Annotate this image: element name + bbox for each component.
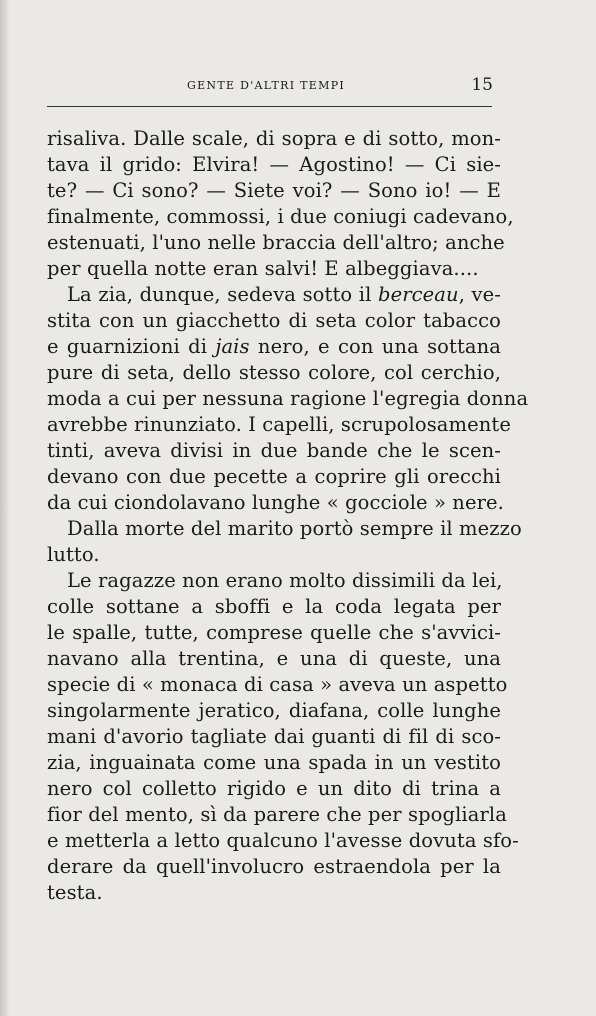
text-line: moda a cui per nessuna ragione l'egregia donna [47, 387, 529, 410]
italic-term: jais [215, 335, 250, 358]
text-line: colle sottane a sboffi e la coda legata per [47, 595, 501, 618]
text-line: zia, inguainata come una spada in un vestito [47, 751, 501, 774]
text-line: devano con due pecette a coprire gli orecchi [47, 465, 501, 488]
text-span: La zia, dunque, sedeva sotto il [67, 283, 378, 306]
text-span: e guarnizioni di [47, 335, 216, 358]
text-line: mani d'avorio tagliate dai guanti di fil di sco- [47, 725, 501, 748]
text-line: tava il grido: Elvira! — Agostino! — Ci sie- [47, 153, 501, 176]
text-line: singolarmente jeratico, diafana, colle lunghe [47, 699, 501, 722]
text-line: fior del mento, sì da parere che per spogliarla [47, 803, 507, 826]
text-line: e metterla a letto qualcuno l'avesse dovuta sfo- [47, 829, 519, 852]
text-line: te? — Ci sono? — Siete voi? — Sono io! — E [47, 179, 501, 202]
text-line: stita con un giacchetto di seta color tabacco [47, 309, 501, 332]
text-line [47, 334, 501, 360]
header-rule [47, 106, 492, 107]
text-line: lutto. [47, 543, 100, 566]
text-line: Dalla morte del marito portò sempre il mezzo [67, 517, 522, 540]
italic-term: berceau [378, 283, 459, 306]
text-line: Le ragazze non erano molto dissimili da lei, [67, 569, 503, 592]
text-line: navano alla trentina, e una di queste, una [47, 647, 501, 670]
text-span: nero, e con una sottana [249, 335, 501, 358]
text-line: derare da quell'involucro estraendola per la [47, 855, 501, 878]
text-line: per quella notte eran salvi! E albeggiava.... [47, 257, 479, 280]
text-line: testa. [47, 881, 103, 904]
text-line: estenuati, l'uno nelle braccia dell'altro; anche [47, 231, 505, 254]
text-line: specie di « monaca di casa » aveva un aspetto [47, 673, 508, 696]
text-span: , ve- [458, 283, 501, 306]
page-number: 15 [471, 75, 493, 95]
running-head [47, 74, 497, 98]
body-text [47, 126, 529, 906]
text-line: avrebbe rinunziato. I capelli, scrupolosamente [47, 413, 511, 436]
text-line: da cui ciondolavano lunghe « gocciole » nere. [47, 491, 504, 514]
text-line: pure di seta, dello stesso colore, col cerchio, [47, 361, 501, 384]
page-edge-shadow [0, 0, 10, 1016]
running-title: GENTE D'ALTRI TEMPI [187, 79, 346, 92]
text-line: nero col colletto rigido e un dito di trina a [47, 777, 501, 800]
text-line [47, 282, 501, 308]
text-line: finalmente, commossi, i due coniugi cadevano, [47, 205, 514, 228]
text-line: risaliva. Dalle scale, di sopra e di sotto, mon- [47, 127, 501, 150]
text-line: le spalle, tutte, comprese quelle che s'avvici- [47, 621, 501, 644]
text-line: tinti, aveva divisi in due bande che le scen- [47, 439, 501, 462]
